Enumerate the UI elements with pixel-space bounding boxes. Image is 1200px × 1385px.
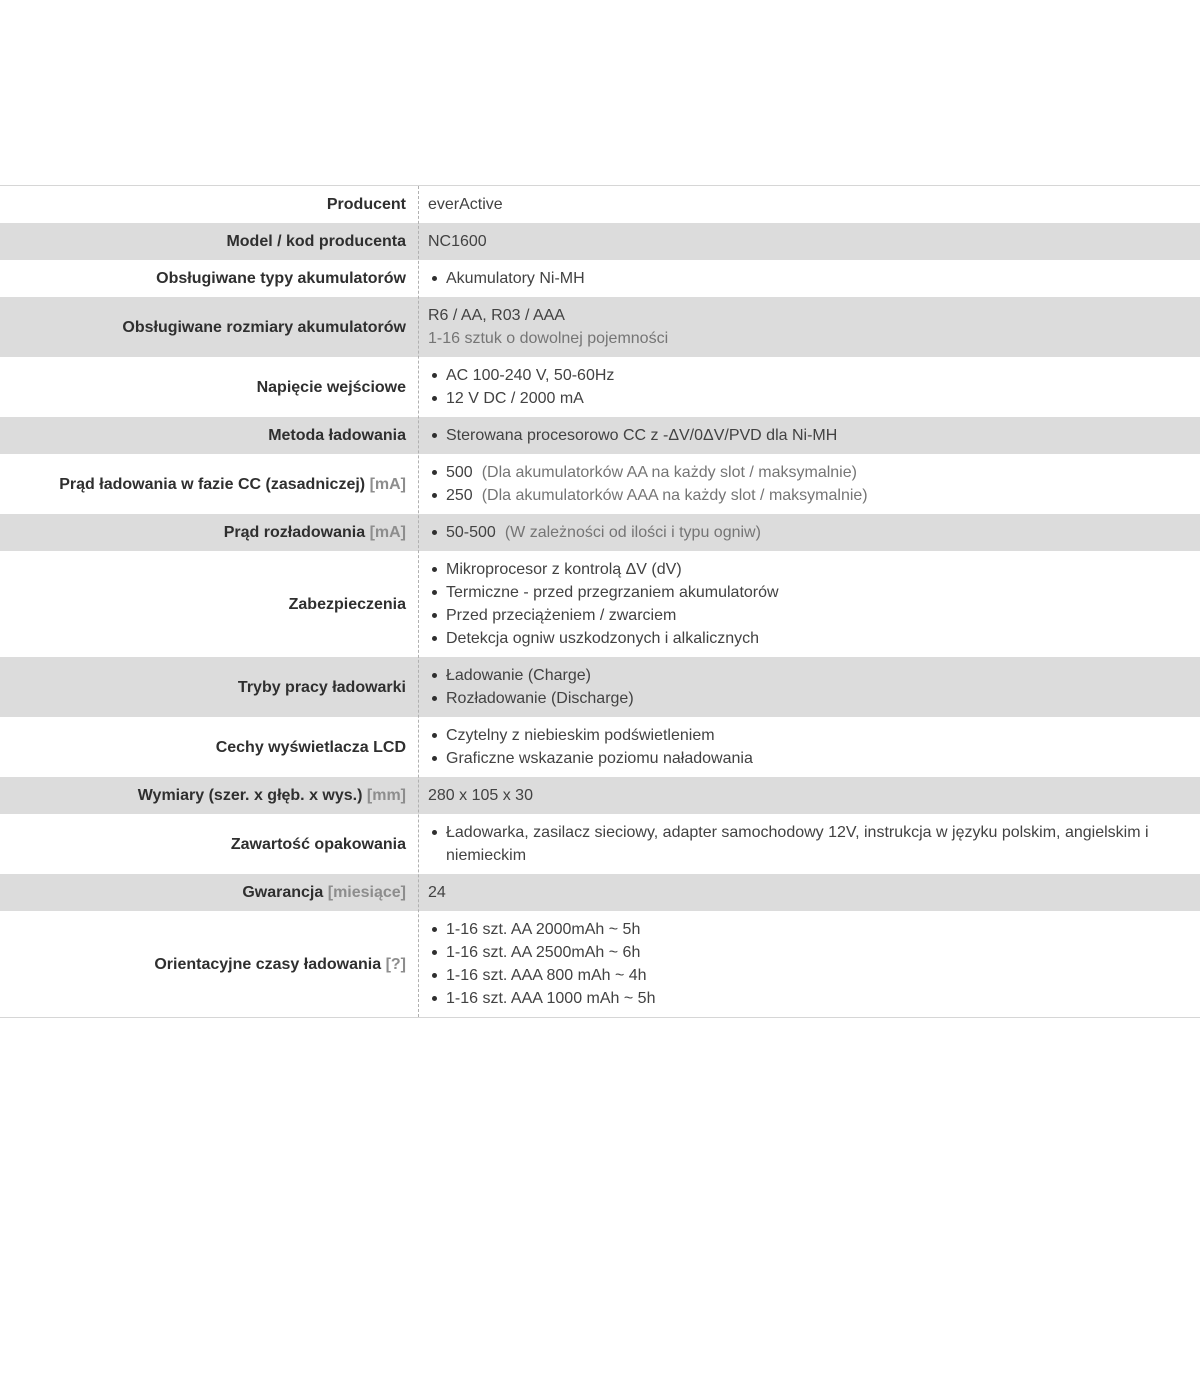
row-label-text: Gwarancja (242, 884, 324, 901)
value-text: 1-16 szt. AA 2000mAh ~ 5h (446, 921, 641, 938)
row-label (0, 186, 418, 223)
value-note: (Dla akumulatorków AAA na każdy slot / maksymalnie) (481, 487, 868, 504)
value-line (428, 604, 1170, 627)
row-label-text: Zawartość opakowania (230, 835, 406, 853)
bullet-icon (432, 590, 437, 595)
value-text: everActive (428, 196, 503, 213)
value-text: Graficzne wskazanie poziomu naładowania (446, 750, 753, 767)
spec-row (0, 911, 1200, 1017)
row-values (418, 223, 1200, 260)
column-divider (418, 186, 419, 1017)
spec-row (0, 777, 1200, 814)
spec-row (0, 357, 1200, 417)
bullet-icon (432, 756, 437, 761)
bullet-icon (432, 373, 437, 378)
bullet-icon (432, 927, 437, 932)
row-values (418, 551, 1200, 657)
spec-row (0, 657, 1200, 717)
value-line (428, 687, 1170, 710)
value-text: NC1600 (428, 233, 487, 250)
row-values (418, 814, 1200, 874)
bullet-icon (432, 733, 437, 738)
row-label-text: Zabezpieczenia (288, 595, 406, 613)
row-label-text: Producent (326, 196, 406, 213)
row-label-text: Obsługiwane rozmiary akumulatorów (122, 318, 406, 336)
value-line (428, 987, 1170, 1010)
value-text: Ładowarka, zasilacz sieciowy, adapter samochodowy 12V, instrukcja w języku polskim, angielskim i niemieckim (446, 824, 1149, 864)
value-text: 1-16 sztuk o dowolnej pojemności (428, 330, 669, 347)
row-label (0, 826, 418, 863)
bullet-icon (432, 567, 437, 572)
row-label-text: Cechy wyświetlacza LCD (215, 738, 406, 756)
product-spec-table (0, 185, 1200, 1018)
spec-row (0, 260, 1200, 297)
value-line (428, 747, 1170, 770)
row-label-help-hint[interactable]: [?] (385, 955, 406, 973)
row-label (0, 669, 418, 706)
bullet-icon (432, 433, 437, 438)
bullet-icon (432, 696, 437, 701)
value-line (428, 627, 1170, 650)
spec-row (0, 874, 1200, 911)
value-text: R6 / AA, R03 / AAA (428, 307, 565, 324)
value-text: 50-500 (446, 524, 496, 541)
value-text: 12 V DC / 2000 mA (446, 390, 584, 407)
spec-row (0, 514, 1200, 551)
row-label-text: Napięcie wejściowe (256, 378, 406, 396)
row-label (0, 309, 418, 346)
value-text: 250 (446, 487, 473, 504)
value-line (428, 918, 1170, 941)
row-label (0, 514, 418, 551)
row-values (418, 717, 1200, 777)
bullet-icon (432, 613, 437, 618)
bullet-icon (432, 673, 437, 678)
row-label-unit: [miesiące] (327, 884, 406, 901)
row-label-unit: [mA] (369, 524, 406, 541)
value-text: Czytelny z niebieskim podświetleniem (446, 727, 715, 744)
value-text: 500 (446, 464, 473, 481)
bullet-icon (432, 276, 437, 281)
value-text: 1-16 szt. AAA 1000 mAh ~ 5h (446, 990, 656, 1007)
value-line (428, 521, 1170, 544)
spec-row (0, 297, 1200, 357)
value-line (428, 484, 1170, 507)
value-line (428, 964, 1170, 987)
row-label (0, 369, 418, 406)
value-text: 1-16 szt. AAA 800 mAh ~ 4h (446, 967, 647, 984)
value-line (428, 387, 1170, 410)
row-values (418, 777, 1200, 814)
bullet-icon (432, 830, 437, 835)
value-line (428, 424, 1170, 447)
row-label (0, 777, 418, 814)
value-line (428, 267, 1170, 290)
spec-row (0, 551, 1200, 657)
value-text: AC 100-240 V, 50-60Hz (446, 367, 615, 384)
value-line (428, 784, 1170, 807)
bullet-icon (432, 396, 437, 401)
spec-row (0, 717, 1200, 777)
spec-rows-container (0, 186, 1200, 1017)
row-values (418, 357, 1200, 417)
value-line (428, 664, 1170, 687)
row-label (0, 946, 418, 983)
bullet-icon (432, 470, 437, 475)
row-values (418, 417, 1200, 454)
bullet-icon (432, 493, 437, 498)
value-text: 1-16 szt. AA 2500mAh ~ 6h (446, 944, 641, 961)
row-label (0, 586, 418, 623)
value-text: Detekcja ogniw uszkodzonych i alkalicznych (446, 630, 760, 647)
row-label-text: Prąd rozładowania (223, 524, 366, 541)
value-text: Akumulatory Ni-MH (446, 270, 585, 287)
spec-row (0, 223, 1200, 260)
row-label-text: Obsługiwane typy akumulatorów (156, 270, 406, 287)
row-values (418, 657, 1200, 717)
value-line (428, 461, 1170, 484)
row-values (418, 514, 1200, 551)
value-line (428, 193, 1170, 216)
value-line (428, 327, 1170, 350)
value-text: Ładowanie (Charge) (446, 667, 591, 684)
value-text: Termiczne - przed przegrzaniem akumulatorów (446, 584, 779, 601)
value-line (428, 941, 1170, 964)
bullet-icon (432, 973, 437, 978)
value-text: Sterowana procesorowo CC z -ΔV/0ΔV/PVD dla Ni-MH (446, 427, 838, 444)
value-text: Rozładowanie (Discharge) (446, 690, 634, 707)
row-values (418, 297, 1200, 357)
row-label-text: Tryby pracy ładowarki (237, 678, 406, 696)
spec-row (0, 186, 1200, 223)
row-values (418, 260, 1200, 297)
row-label-text: Orientacyjne czasy ładowania (154, 955, 382, 973)
value-line (428, 364, 1170, 387)
row-label-unit: [mm] (366, 787, 406, 804)
row-values (418, 874, 1200, 911)
row-label-text: Model / kod producenta (226, 233, 406, 250)
bullet-icon (432, 636, 437, 641)
row-label-text: Metoda ładowania (268, 427, 406, 444)
value-line (428, 821, 1170, 867)
value-line (428, 724, 1170, 747)
value-note: (W zależności od ilości i typu ogniw) (504, 524, 761, 541)
value-text: Mikroprocesor z kontrolą ΔV (dV) (446, 561, 682, 578)
value-line (428, 230, 1170, 253)
bullet-icon (432, 530, 437, 535)
row-values (418, 911, 1200, 1017)
bullet-icon (432, 996, 437, 1001)
bullet-icon (432, 950, 437, 955)
value-line (428, 304, 1170, 327)
value-note: (Dla akumulatorków AA na każdy slot / maksymalnie) (481, 464, 857, 481)
spec-row (0, 417, 1200, 454)
spec-row (0, 454, 1200, 514)
spec-row (0, 814, 1200, 874)
value-line (428, 581, 1170, 604)
value-text: 280 x 105 x 30 (428, 787, 533, 804)
value-text: 24 (428, 884, 446, 901)
row-label (0, 223, 418, 260)
row-label-unit: [mA] (369, 475, 406, 493)
row-label (0, 466, 418, 503)
row-label (0, 729, 418, 766)
value-line (428, 558, 1170, 581)
row-label-text: Wymiary (szer. x głęb. x wys.) (137, 787, 363, 804)
row-label (0, 260, 418, 297)
row-label (0, 417, 418, 454)
row-label (0, 874, 418, 911)
row-label-text: Prąd ładowania w fazie CC (zasadniczej) (59, 475, 366, 493)
row-values (418, 454, 1200, 514)
value-line (428, 881, 1170, 904)
value-text: Przed przeciążeniem / zwarciem (446, 607, 677, 624)
row-values (418, 186, 1200, 223)
